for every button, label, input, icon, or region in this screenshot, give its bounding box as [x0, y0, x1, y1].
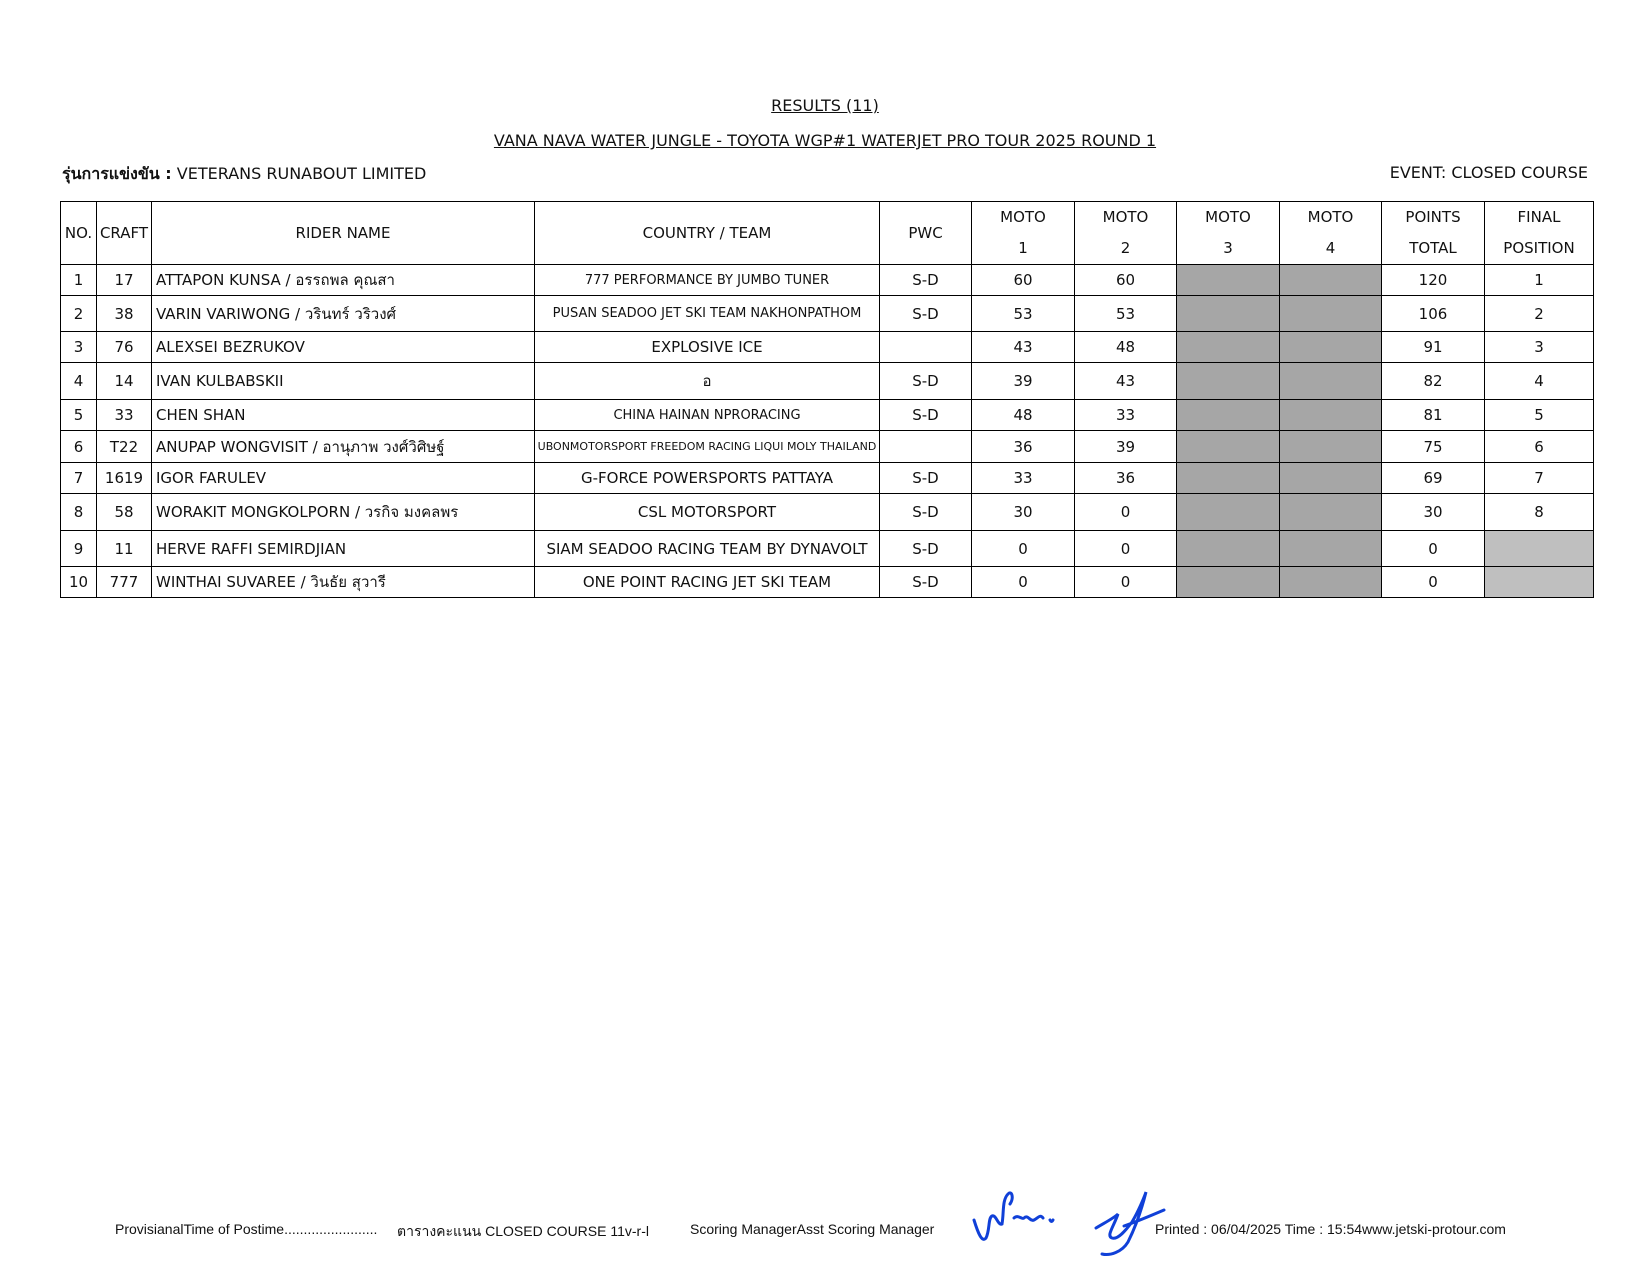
cell-moto2: 43: [1075, 363, 1177, 400]
cell-no: 2: [61, 296, 97, 332]
cell-rider: WINTHAI SUVAREE / วินธัย สุวารี: [152, 567, 535, 598]
cell-moto4: [1280, 400, 1382, 431]
cell-total: 30: [1382, 494, 1485, 531]
moto1-number: 1: [1018, 239, 1028, 257]
col-header-rider: RIDER NAME: [152, 202, 535, 265]
cell-moto2: 60: [1075, 265, 1177, 296]
cell-final: 1: [1485, 265, 1594, 296]
cell-moto3: [1177, 463, 1280, 494]
cell-pwc: S-D: [880, 400, 972, 431]
table-header-row: [61, 202, 1594, 265]
col-header-moto3: [1177, 202, 1280, 265]
cell-rider: WORAKIT MONGKOLPORN / วรกิจ มงคลพร: [152, 494, 535, 531]
cell-moto3: [1177, 296, 1280, 332]
cell-moto2: 48: [1075, 332, 1177, 363]
cell-craft: T22: [97, 431, 152, 463]
col-header-craft: CRAFT: [97, 202, 152, 265]
cell-pwc: S-D: [880, 494, 972, 531]
cell-final: 5: [1485, 400, 1594, 431]
points-label: POINTS: [1405, 208, 1461, 226]
cell-craft: 76: [97, 332, 152, 363]
cell-craft: 58: [97, 494, 152, 531]
cell-team: SIAM SEADOO RACING TEAM BY DYNAVOLT: [535, 531, 880, 567]
cell-pwc: S-D: [880, 296, 972, 332]
footer: [0, 1221, 1650, 1251]
cell-final: 6: [1485, 431, 1594, 463]
cell-moto2: 39: [1075, 431, 1177, 463]
cell-pwc: S-D: [880, 265, 972, 296]
race-class-name: VETERANS RUNABOUT LIMITED: [176, 164, 427, 183]
cell-moto4: [1280, 363, 1382, 400]
cell-craft: 777: [97, 567, 152, 598]
final-label: FINAL: [1517, 208, 1561, 226]
cell-no: 10: [61, 567, 97, 598]
table-row: [61, 463, 1594, 494]
moto3-label: MOTO: [1205, 208, 1251, 226]
cell-rider: CHEN SHAN: [152, 400, 535, 431]
cell-moto4: [1280, 463, 1382, 494]
cell-moto4: [1280, 567, 1382, 598]
moto4-number: 4: [1325, 239, 1336, 257]
cell-craft: 33: [97, 400, 152, 431]
cell-moto3: [1177, 265, 1280, 296]
cell-moto3: [1177, 531, 1280, 567]
cell-craft: 14: [97, 363, 152, 400]
asst-scoring-manager-signature-icon: [1088, 1178, 1178, 1258]
event-type: EVENT: CLOSED COURSE: [1389, 163, 1588, 182]
cell-rider: VARIN VARIWONG / วรินทร์ วริวงศ์: [152, 296, 535, 332]
cell-team: CSL MOTORSPORT: [535, 494, 880, 531]
footer-table-name: ตารางคะแนน CLOSED COURSE 11v-r-l: [397, 1223, 649, 1239]
cell-pwc: S-D: [880, 567, 972, 598]
cell-final: [1485, 531, 1594, 567]
cell-moto1: 39: [972, 363, 1075, 400]
moto1-label: MOTO: [1000, 208, 1046, 226]
results-table: [60, 201, 1594, 598]
moto4-label: MOTO: [1307, 208, 1354, 226]
cell-pwc: [880, 431, 972, 463]
cell-total: 82: [1382, 363, 1485, 400]
moto2-label: MOTO: [1102, 208, 1149, 226]
footer-printed: Printed : 06/04/2025 Time : 15:54www.jetski-protour.com: [1155, 1221, 1506, 1237]
col-header-final: [1485, 202, 1594, 265]
cell-moto4: [1280, 332, 1382, 363]
cell-no: 6: [61, 431, 97, 463]
cell-pwc: [880, 332, 972, 363]
cell-total: 106: [1382, 296, 1485, 332]
cell-craft: 1619: [97, 463, 152, 494]
cell-moto3: [1177, 332, 1280, 363]
table-row: [61, 567, 1594, 598]
cell-no: 4: [61, 363, 97, 400]
cell-moto4: [1280, 494, 1382, 531]
cell-no: 8: [61, 494, 97, 531]
cell-team: อ: [535, 363, 880, 400]
col-header-team: COUNTRY / TEAM: [535, 202, 880, 265]
footer-provisional: ProvisianalTime of Postime........................: [115, 1221, 378, 1237]
cell-total: 69: [1382, 463, 1485, 494]
cell-pwc: S-D: [880, 463, 972, 494]
cell-moto4: [1280, 531, 1382, 567]
cell-moto1: 36: [972, 431, 1075, 463]
event-title: VANA NAVA WATER JUNGLE - TOYOTA WGP#1 WATERJET PRO TOUR 2025 ROUND 1: [493, 131, 1157, 150]
cell-total: 0: [1382, 567, 1485, 598]
position-label: POSITION: [1503, 239, 1575, 257]
cell-team: PUSAN SEADOO JET SKI TEAM NAKHONPATHOM: [535, 296, 880, 332]
cell-moto2: 0: [1075, 494, 1177, 531]
cell-rider: HERVE RAFFI SEMIRDJIAN: [152, 531, 535, 567]
cell-moto2: 36: [1075, 463, 1177, 494]
cell-moto1: 33: [972, 463, 1075, 494]
table-row: [61, 296, 1594, 332]
cell-total: 120: [1382, 265, 1485, 296]
cell-craft: 17: [97, 265, 152, 296]
cell-moto2: 0: [1075, 567, 1177, 598]
moto3-number: 3: [1223, 239, 1233, 257]
moto2-number: 2: [1120, 239, 1131, 257]
cell-final: 8: [1485, 494, 1594, 531]
cell-rider: ATTAPON KUNSA / อรรถพล คุณสา: [152, 265, 535, 296]
cell-final: 3: [1485, 332, 1594, 363]
cell-moto2: 53: [1075, 296, 1177, 332]
cell-moto1: 53: [972, 296, 1075, 332]
race-class-label: รุ่นการแข่งขัน :: [62, 164, 172, 183]
cell-no: 5: [61, 400, 97, 431]
footer-scoring-managers: Scoring ManagerAsst Scoring Manager: [690, 1221, 935, 1237]
scoring-manager-signature-icon: [968, 1178, 1068, 1253]
col-header-moto4: [1280, 202, 1382, 265]
table-row: [61, 431, 1594, 463]
cell-final: 7: [1485, 463, 1594, 494]
cell-no: 9: [61, 531, 97, 567]
col-header-points: [1382, 202, 1485, 265]
cell-craft: 11: [97, 531, 152, 567]
cell-moto4: [1280, 265, 1382, 296]
cell-final: 4: [1485, 363, 1594, 400]
col-header-moto1: [972, 202, 1075, 265]
table-row: [61, 363, 1594, 400]
cell-moto1: 0: [972, 567, 1075, 598]
cell-rider: IGOR FARULEV: [152, 463, 535, 494]
cell-total: 91: [1382, 332, 1485, 363]
table-row: [61, 332, 1594, 363]
cell-final: [1485, 567, 1594, 598]
table-row: [61, 400, 1594, 431]
cell-rider: ALEXSEI BEZRUKOV: [152, 332, 535, 363]
col-header-pwc: PWC: [880, 202, 972, 265]
col-header-moto2: [1075, 202, 1177, 265]
cell-moto3: [1177, 431, 1280, 463]
cell-moto4: [1280, 296, 1382, 332]
cell-team: UBONMOTORSPORT FREEDOM RACING LIQUI MOLY THAILAND: [535, 431, 880, 463]
cell-team: EXPLOSIVE ICE: [535, 332, 880, 363]
cell-moto3: [1177, 363, 1280, 400]
cell-moto3: [1177, 400, 1280, 431]
cell-pwc: S-D: [880, 531, 972, 567]
cell-moto2: 33: [1075, 400, 1177, 431]
cell-moto2: 0: [1075, 531, 1177, 567]
col-header-no: NO.: [61, 202, 97, 265]
cell-moto1: 43: [972, 332, 1075, 363]
cell-no: 3: [61, 332, 97, 363]
cell-team: G-FORCE POWERSPORTS PATTAYA: [535, 463, 880, 494]
cell-craft: 38: [97, 296, 152, 332]
total-label: TOTAL: [1409, 239, 1457, 257]
cell-moto1: 30: [972, 494, 1075, 531]
cell-total: 75: [1382, 431, 1485, 463]
cell-no: 1: [61, 265, 97, 296]
cell-rider: IVAN KULBABSKII: [152, 363, 535, 400]
cell-pwc: S-D: [880, 363, 972, 400]
results-title: RESULTS (11): [771, 96, 879, 115]
table-row: [61, 494, 1594, 531]
cell-team: ONE POINT RACING JET SKI TEAM: [535, 567, 880, 598]
cell-moto3: [1177, 494, 1280, 531]
cell-team: 777 PERFORMANCE BY JUMBO TUNER: [535, 265, 880, 296]
cell-moto3: [1177, 567, 1280, 598]
cell-team: CHINA HAINAN NPRORACING: [535, 400, 880, 431]
cell-moto1: 0: [972, 531, 1075, 567]
cell-final: 2: [1485, 296, 1594, 332]
cell-total: 0: [1382, 531, 1485, 567]
cell-rider: ANUPAP WONGVISIT / อานุภาพ วงศ์วิศิษฐ์: [152, 431, 535, 463]
cell-moto1: 60: [972, 265, 1075, 296]
table-row: [61, 265, 1594, 296]
cell-moto4: [1280, 431, 1382, 463]
table-row: [61, 531, 1594, 567]
cell-no: 7: [61, 463, 97, 494]
cell-moto1: 48: [972, 400, 1075, 431]
cell-total: 81: [1382, 400, 1485, 431]
race-class-line: [62, 162, 426, 187]
